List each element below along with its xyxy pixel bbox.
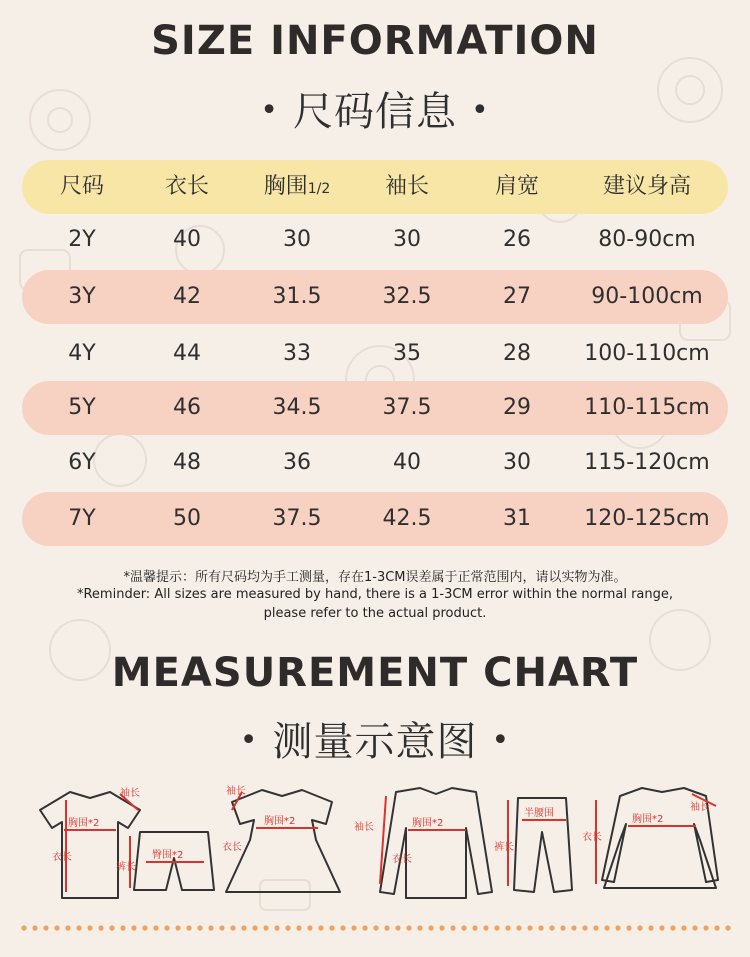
divider-dot <box>417 925 422 930</box>
divider-dot <box>461 925 466 930</box>
divider-dot <box>659 925 664 930</box>
divider-dot <box>505 925 510 930</box>
label-sleeve-4: 袖长 <box>690 802 710 813</box>
divider-dot <box>219 925 224 930</box>
measurement-title: MEASUREMENT CHART <box>111 650 639 696</box>
divider-dot <box>450 925 455 930</box>
cell-height: 120-125cm <box>584 506 710 531</box>
cell-height: 110-115cm <box>584 395 710 420</box>
divider-dot <box>208 925 213 930</box>
divider-dot <box>384 925 389 930</box>
label-hip-1: 臀围*2 <box>152 850 184 861</box>
divider-dot <box>714 925 719 930</box>
divider-dot <box>483 925 488 930</box>
cell-size: 6Y <box>68 450 96 475</box>
divider-dot <box>428 925 433 930</box>
divider-dot <box>21 925 26 930</box>
cell-length: 46 <box>173 395 201 420</box>
divider-dot <box>703 925 708 930</box>
divider-dot <box>329 925 334 930</box>
label-sleeve-3: 袖长 <box>354 822 374 833</box>
label-length-3: 衣长 <box>392 854 412 865</box>
label-length-4: 衣长 <box>582 832 602 843</box>
divider-dot <box>681 925 686 930</box>
label-length-1: 衣长 <box>52 852 72 863</box>
cell-chest: 33 <box>283 341 311 366</box>
cell-chest: 37.5 <box>272 506 322 531</box>
label-chest-4: 胸围*2 <box>632 814 664 825</box>
cell-sleeve: 35 <box>393 341 421 366</box>
divider-dot <box>615 925 620 930</box>
divider-dot <box>692 925 697 930</box>
divider-dot <box>351 925 356 930</box>
divider-dot <box>516 925 521 930</box>
measurement-subtitle-cn <box>0 710 750 767</box>
divider-dot <box>582 925 587 930</box>
cell-length: 42 <box>173 284 201 309</box>
divider-dot <box>54 925 59 930</box>
label-sleeve-2: 袖长 <box>226 786 246 797</box>
divider-dot <box>637 925 642 930</box>
divider-dot <box>318 925 323 930</box>
divider-dot <box>153 925 158 930</box>
table-row <box>22 327 728 381</box>
dotted-divider <box>20 924 732 932</box>
label-chest-1: 胸围*2 <box>68 818 100 829</box>
divider-dot <box>626 925 631 930</box>
header-length: 衣长 <box>164 174 209 199</box>
bullet-left: • <box>260 92 279 128</box>
cell-shoulder: 28 <box>503 341 531 366</box>
label-pants-length-1: 裤长 <box>116 862 136 873</box>
divider-dot <box>296 925 301 930</box>
cell-height: 80-90cm <box>598 227 696 252</box>
divider-dot <box>175 925 180 930</box>
divider-dot <box>131 925 136 930</box>
divider-dot <box>87 925 92 930</box>
cell-sleeve: 40 <box>393 450 421 475</box>
label-sleeve-1: 袖长 <box>120 788 140 799</box>
cell-length: 50 <box>173 506 201 531</box>
cell-size: 2Y <box>68 227 96 252</box>
table-row <box>22 270 728 324</box>
divider-dot <box>186 925 191 930</box>
header-sleeve: 袖长 <box>384 174 429 199</box>
divider-dot <box>65 925 70 930</box>
divider-dot <box>32 925 37 930</box>
header-chest-label: 胸围 <box>263 174 308 199</box>
cell-chest: 30 <box>283 227 311 252</box>
cell-sleeve: 32.5 <box>382 284 432 309</box>
page-subtitle-cn <box>0 80 750 137</box>
page-title: SIZE INFORMATION <box>151 18 599 64</box>
note-cn: *温馨提示：所有尺码均为手工测量，存在1-3CM误差属于正常范围内，请以实物为准。 <box>123 570 627 585</box>
header-chest <box>242 160 352 214</box>
divider-dot <box>725 925 730 930</box>
label-chest-3: 胸围*2 <box>412 818 444 829</box>
longsleeve-outline <box>380 788 492 898</box>
divider-dot <box>571 925 576 930</box>
cell-chest: 34.5 <box>272 395 322 420</box>
cell-chest: 31.5 <box>272 284 322 309</box>
cell-height: 115-120cm <box>584 450 710 475</box>
divider-dot <box>98 925 103 930</box>
divider-dot <box>362 925 367 930</box>
measurement-diagrams <box>0 780 750 910</box>
tshirt-outline <box>40 792 140 898</box>
divider-dot <box>527 925 532 930</box>
divider-dot <box>472 925 477 930</box>
header-size: 尺码 <box>59 174 104 199</box>
divider-dot <box>109 925 114 930</box>
cell-sleeve: 42.5 <box>382 506 432 531</box>
divider-dot <box>197 925 202 930</box>
divider-dot <box>285 925 290 930</box>
divider-dot <box>230 925 235 930</box>
divider-dot <box>593 925 598 930</box>
divider-dot <box>43 925 48 930</box>
cell-size: 4Y <box>68 341 96 366</box>
bullet-right: • <box>491 722 511 758</box>
cell-shoulder: 27 <box>503 284 531 309</box>
cell-length: 48 <box>173 450 201 475</box>
divider-dot <box>274 925 279 930</box>
dress-outline <box>226 790 340 892</box>
header-shoulder: 肩宽 <box>494 174 539 199</box>
table-row <box>22 492 728 546</box>
cell-height: 90-100cm <box>591 284 703 309</box>
label-length-2: 衣长 <box>222 842 242 853</box>
divider-dot <box>307 925 312 930</box>
cell-length: 44 <box>173 341 201 366</box>
table-row <box>22 381 728 435</box>
divider-dot <box>494 925 499 930</box>
note-en-line1: *Reminder: All sizes are measured by hand, there is a 1-3CM error within the normal range, <box>76 587 674 602</box>
divider-dot <box>263 925 268 930</box>
divider-dot <box>340 925 345 930</box>
divider-dot <box>549 925 554 930</box>
cell-size: 5Y <box>68 395 96 420</box>
divider-dot <box>406 925 411 930</box>
cell-shoulder: 30 <box>503 450 531 475</box>
cell-shoulder: 29 <box>503 395 531 420</box>
divider-dot <box>241 925 246 930</box>
divider-dot <box>120 925 125 930</box>
label-chest-2: 胸围*2 <box>264 816 296 827</box>
label-pants-length-2: 裤长 <box>494 842 514 853</box>
subtitle-text: 尺码信息 <box>293 89 457 135</box>
label-half-waist: 半腰围 <box>524 808 554 819</box>
divider-dot <box>604 925 609 930</box>
cell-height: 100-110cm <box>584 341 710 366</box>
header-chest-suffix: 1/2 <box>307 181 331 197</box>
cell-size: 3Y <box>68 284 96 309</box>
table-row <box>22 436 728 490</box>
divider-dot <box>538 925 543 930</box>
cell-shoulder: 31 <box>503 506 531 531</box>
bullet-right: • <box>471 92 490 128</box>
divider-dot <box>395 925 400 930</box>
header-height: 建议身高 <box>602 174 691 199</box>
divider-dot <box>252 925 257 930</box>
bullet-left: • <box>239 722 259 758</box>
divider-dot <box>373 925 378 930</box>
cell-shoulder: 26 <box>503 227 531 252</box>
divider-dot <box>76 925 81 930</box>
measurement-subtitle-text: 测量示意图 <box>272 719 478 765</box>
table-header-row <box>22 160 728 214</box>
divider-dot <box>439 925 444 930</box>
divider-dot <box>142 925 147 930</box>
divider-dot <box>164 925 169 930</box>
table-row <box>22 213 728 267</box>
cell-size: 7Y <box>68 506 96 531</box>
cell-length: 40 <box>173 227 201 252</box>
divider-dot <box>670 925 675 930</box>
divider-dot <box>560 925 565 930</box>
note-en-line2: please refer to the actual product. <box>263 606 487 621</box>
cell-sleeve: 37.5 <box>382 395 432 420</box>
cell-sleeve: 30 <box>393 227 421 252</box>
cell-chest: 36 <box>283 450 311 475</box>
divider-dot <box>648 925 653 930</box>
